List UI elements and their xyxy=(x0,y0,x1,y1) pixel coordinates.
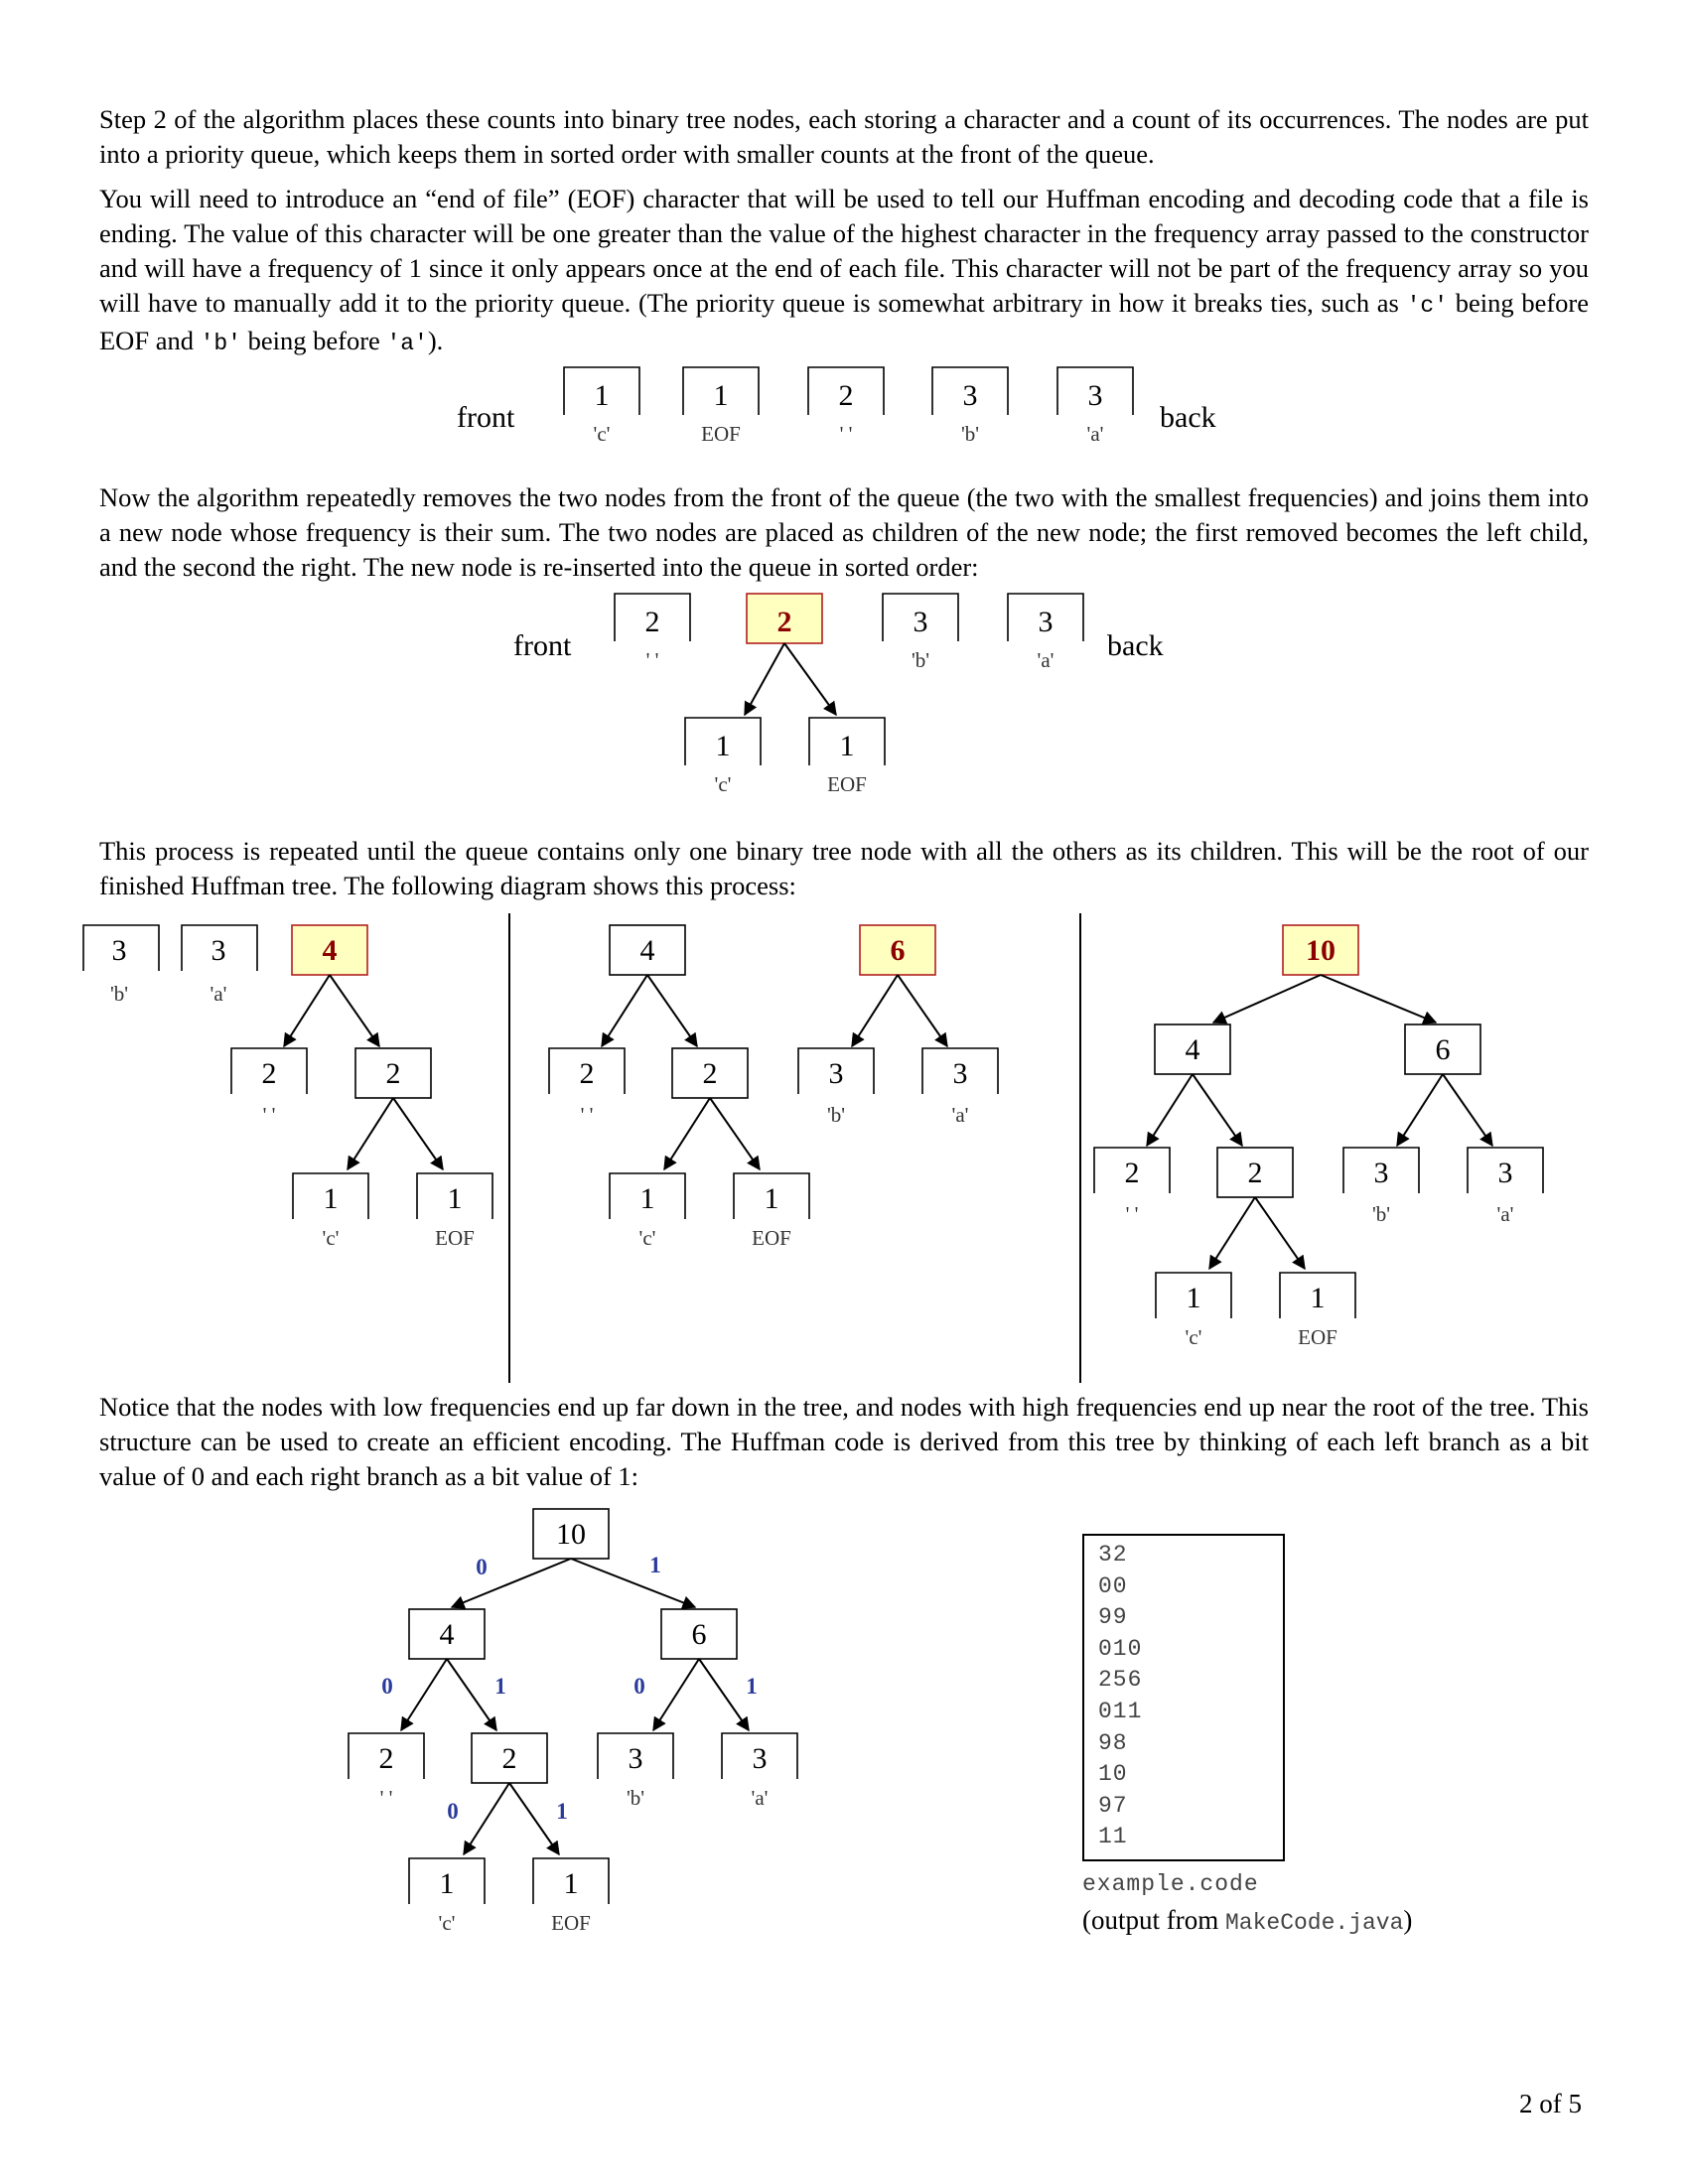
node-count: 1 xyxy=(713,379,729,412)
node-count: 3 xyxy=(1087,379,1103,412)
node-count: 4 xyxy=(1185,1033,1200,1066)
node-count: 2 xyxy=(1124,1157,1140,1189)
node-count: 2 xyxy=(385,1057,401,1090)
node-label: EOF xyxy=(551,1911,591,1935)
node-count: 3 xyxy=(211,934,226,967)
node-count: 1 xyxy=(1310,1282,1326,1314)
node-count: 4 xyxy=(639,934,655,967)
paragraph-eof-text-4: ). xyxy=(427,326,444,355)
node-count: 2 xyxy=(776,606,792,638)
node-count: 1 xyxy=(447,1182,463,1215)
node-count: 3 xyxy=(828,1057,844,1090)
code-line: 32 xyxy=(1098,1542,1128,1568)
node-label: ' ' xyxy=(1125,1202,1139,1226)
node-count: 2 xyxy=(378,1742,394,1775)
node-label: EOF xyxy=(701,422,741,446)
bit-label: 1 xyxy=(649,1553,661,1577)
node-label: 'c' xyxy=(593,422,611,446)
node-count: 1 xyxy=(323,1182,339,1215)
node-count: 3 xyxy=(962,379,978,412)
node-count: 2 xyxy=(261,1057,277,1090)
edge xyxy=(699,1659,749,1730)
paragraph-step2: Step 2 of the algorithm places these counts into binary tree nodes, each storing a character and a count of its occurrences. The nodes are put into a priority queue, which keeps them in sorted order with smaller counts at the front of the queue. xyxy=(99,104,1589,169)
paragraph-eof-text: You will need to introduce an “end of file” (EOF) character that will be used to tell our Huffman encoding and decoding code that a file is ending. The value of this character will be one greater than the value of the highest character in the frequency array passed to the constructor and will have a frequency of 1 since it only appears once at the end of each file. This character will not be part of the frequency array so you will have to manually add it to the priority queue. (The priority queue is somewhat arbitrary in how it breaks ties, such as xyxy=(99,184,1589,318)
node-count: 1 xyxy=(563,1867,579,1900)
node-count: 1 xyxy=(839,730,855,762)
node-label: ' ' xyxy=(379,1786,393,1810)
node-count: 4 xyxy=(439,1618,455,1651)
tree-node-c xyxy=(409,1858,485,1935)
code-char-c: 'c' xyxy=(1406,293,1449,319)
node-count: 2 xyxy=(501,1742,517,1775)
edge xyxy=(447,1659,496,1730)
code-line: 99 xyxy=(1098,1604,1128,1631)
node-count: 6 xyxy=(691,1618,707,1651)
code-line: 11 xyxy=(1098,1824,1128,1850)
node-count: 4 xyxy=(322,934,338,967)
queue-front-label: front xyxy=(457,401,515,434)
caption-suffix: ) xyxy=(1403,1905,1413,1935)
node-label: EOF xyxy=(752,1226,791,1250)
node-count: 3 xyxy=(1497,1157,1513,1189)
node-label: 'a' xyxy=(1037,648,1055,672)
page-number: 2 of 5 xyxy=(1519,2089,1582,2118)
paragraph-repeat: This process is repeated until the queue contains only one binary tree node with all the others as its children. This will be the root of our finished Huffman tree. The following diagram shows this process: xyxy=(99,836,1589,900)
caption-program: MakeCode.java xyxy=(1224,1910,1404,1936)
node-label: 'c' xyxy=(714,772,732,796)
bit-label: 1 xyxy=(556,1799,568,1824)
node-label: 'a' xyxy=(751,1786,769,1810)
node-count: 3 xyxy=(952,1057,968,1090)
bit-label: 0 xyxy=(447,1799,459,1824)
node-label: 'b' xyxy=(911,648,930,672)
paragraph-merge: Now the algorithm repeatedly removes the two nodes from the front of the queue (the two with the smallest frequencies) and joins them into a new node whose frequency is their sum. The two nodes are placed as children of the new node; the first removed becomes the left child, and the second the right. The new node is re-inserted into the queue in sorted order: xyxy=(99,482,1589,582)
node-count: 2 xyxy=(702,1057,718,1090)
bit-label: 0 xyxy=(633,1674,645,1699)
node-label: 'c' xyxy=(638,1226,656,1250)
node-label: EOF xyxy=(435,1226,475,1250)
node-count: 1 xyxy=(639,1182,655,1215)
node-label: ' ' xyxy=(645,648,659,672)
node-label: EOF xyxy=(1298,1325,1337,1349)
node-count: 3 xyxy=(111,934,127,967)
paragraph-encoding: Notice that the nodes with low frequencies end up far down in the tree, and nodes with high frequencies end up near the root of the tree. This structure can be used to create an efficient encoding. The Huffman code is derived from this tree by thinking of each left branch as a bit value of 0 and each right branch as a bit value of 1: xyxy=(99,1392,1589,1491)
node-count: 1 xyxy=(594,379,610,412)
node-count: 1 xyxy=(439,1867,455,1900)
node-count: 3 xyxy=(752,1742,768,1775)
paragraph-eof-text-3: being before xyxy=(241,326,387,355)
code-line: 010 xyxy=(1098,1635,1143,1662)
node-label: 'a' xyxy=(1496,1202,1514,1226)
node-label: ' ' xyxy=(580,1103,594,1127)
node-count: 3 xyxy=(913,606,928,638)
node-count: 10 xyxy=(556,1518,586,1551)
edge xyxy=(401,1659,447,1730)
tree-node-a xyxy=(722,1733,797,1810)
caption-prefix: (output from xyxy=(1082,1905,1225,1935)
node-label: 'a' xyxy=(1086,422,1104,446)
code-char-b: 'b' xyxy=(200,331,241,356)
node-label: 'b' xyxy=(626,1786,645,1810)
node-count: 2 xyxy=(1247,1157,1263,1189)
node-count: 3 xyxy=(1038,606,1054,638)
node-count: 6 xyxy=(890,934,906,967)
node-count: 2 xyxy=(579,1057,595,1090)
node-count: 2 xyxy=(838,379,854,412)
code-file-name: example.code xyxy=(1082,1871,1259,1897)
code-line: 00 xyxy=(1098,1572,1128,1599)
code-line: 10 xyxy=(1098,1761,1128,1788)
tree-node-eof xyxy=(533,1858,609,1935)
edge xyxy=(571,1559,695,1607)
code-char-a: 'a' xyxy=(386,331,428,356)
node-label: ' ' xyxy=(839,422,853,446)
tree-node-b xyxy=(598,1733,673,1810)
node-label: 'a' xyxy=(210,982,227,1006)
node-count: 6 xyxy=(1435,1033,1451,1066)
tree-node-space xyxy=(349,1733,424,1810)
bit-label: 1 xyxy=(746,1674,758,1699)
code-line: 011 xyxy=(1098,1698,1143,1724)
paragraph-eof-text-2: being before EOF and xyxy=(99,288,1589,355)
bit-label: 0 xyxy=(476,1555,488,1579)
node-label: 'c' xyxy=(438,1911,456,1935)
code-line: 98 xyxy=(1098,1729,1128,1756)
code-file-caption xyxy=(1082,1905,1412,1936)
node-label: 'b' xyxy=(826,1103,846,1127)
node-label: 'c' xyxy=(322,1226,340,1250)
code-file-box xyxy=(1082,1534,1285,1861)
queue-back-label: back xyxy=(1107,629,1164,662)
edge xyxy=(452,1559,571,1607)
node-label: 'b' xyxy=(1371,1202,1391,1226)
node-count: 1 xyxy=(715,730,731,762)
code-line: 97 xyxy=(1098,1792,1128,1819)
edge xyxy=(653,1659,699,1730)
node-label: 'b' xyxy=(109,982,129,1006)
node-count: 3 xyxy=(628,1742,643,1775)
node-label: 'b' xyxy=(960,422,980,446)
edge xyxy=(509,1783,559,1854)
node-count: 1 xyxy=(764,1182,779,1215)
node-count: 10 xyxy=(1306,934,1336,967)
edge xyxy=(464,1783,509,1854)
node-label: 'a' xyxy=(951,1103,969,1127)
node-count: 2 xyxy=(644,606,660,638)
bit-label: 0 xyxy=(381,1674,393,1699)
node-label: EOF xyxy=(827,772,867,796)
node-count: 3 xyxy=(1373,1157,1389,1189)
code-line: 256 xyxy=(1098,1667,1143,1694)
bit-label: 1 xyxy=(494,1674,506,1699)
queue-front-label: front xyxy=(513,629,572,662)
node-count: 1 xyxy=(1186,1282,1201,1314)
node-label: ' ' xyxy=(262,1103,276,1127)
queue-back-label: back xyxy=(1160,401,1216,434)
node-label: 'c' xyxy=(1185,1325,1202,1349)
